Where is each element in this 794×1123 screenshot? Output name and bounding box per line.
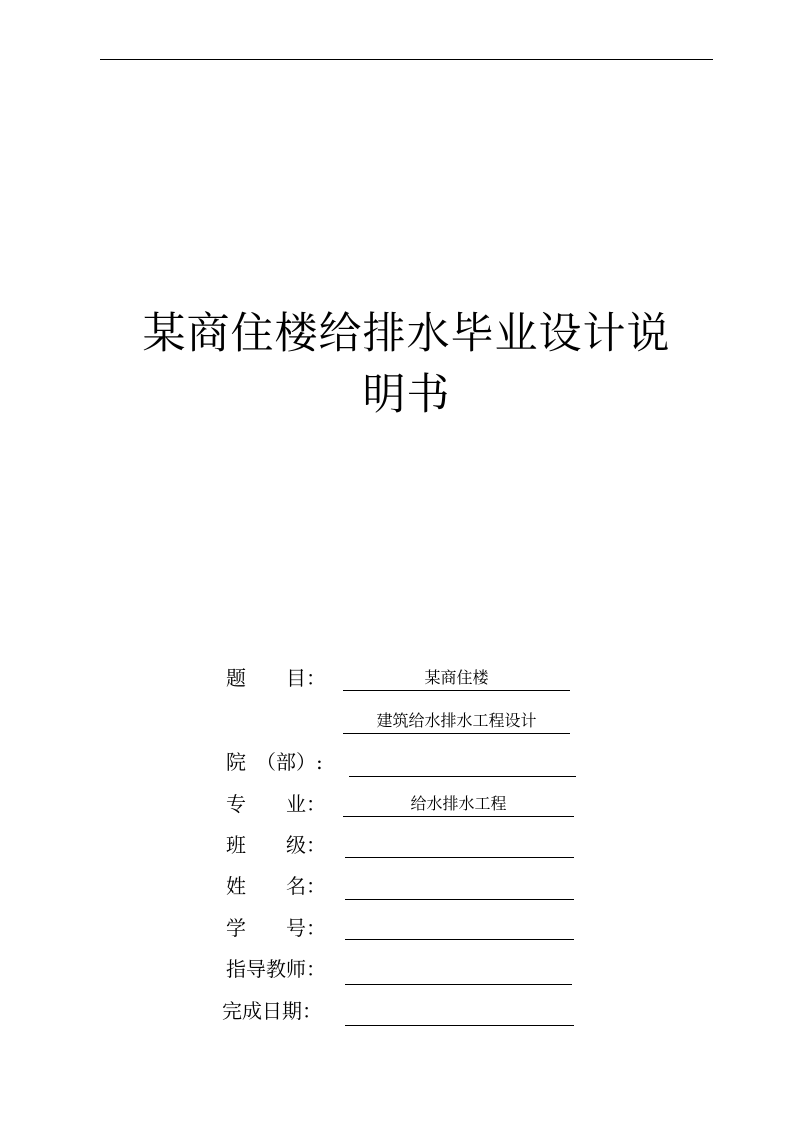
advisor-field[interactable] (345, 960, 572, 985)
student-id-field[interactable] (345, 915, 574, 940)
document-title-line-2: 明书 (362, 370, 451, 420)
major-field[interactable]: 给水排水工程 (343, 792, 574, 817)
topic-label: 题 目： (226, 666, 326, 690)
topic-field-line-2[interactable]: 建筑给水排水工程设计 (343, 709, 570, 734)
completion-date-field[interactable] (345, 1001, 574, 1026)
name-label: 姓 名： (226, 874, 326, 898)
name-field[interactable] (345, 875, 574, 900)
advisor-label: 指导教师： (226, 957, 326, 981)
class-label: 班 级： (226, 833, 326, 857)
document-title-line-1: 某商住楼给排水毕业设计说 (142, 309, 671, 359)
student-id-label: 学 号： (226, 916, 326, 940)
major-label: 专 业： (226, 792, 326, 816)
completion-date-label: 完成日期： (222, 999, 322, 1023)
college-label: 院 （部）: (226, 750, 323, 774)
header-rule (100, 59, 713, 60)
topic-field-line-1[interactable]: 某商住楼 (343, 666, 570, 691)
class-field[interactable] (345, 833, 574, 858)
college-field[interactable] (349, 752, 576, 777)
